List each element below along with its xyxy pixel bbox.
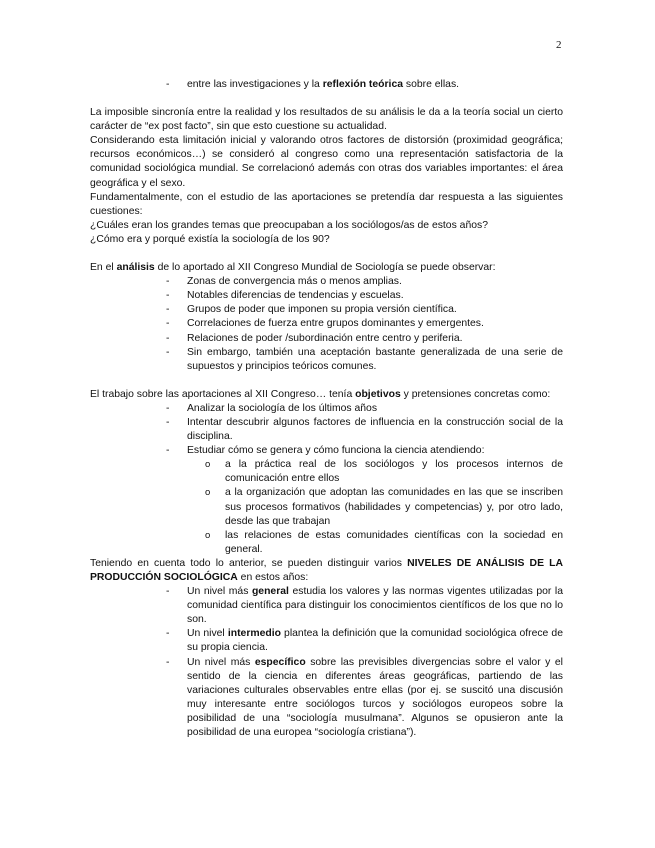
page-number: 2 [556, 39, 562, 51]
list-item: - Notables diferencias de tendencias y escuelas. [187, 289, 563, 303]
paragraph-purpose: Fundamentalmente, con el estudio de las aportaciones se pretendía dar respuesta a las siguientes cuestiones: [90, 191, 563, 217]
sub-list-item: o a la práctica real de los sociólogos y los procesos internos de comunicación entre ellos [225, 458, 563, 486]
analysis-intro: En el análisis de lo aportado al XII Congreso Mundial de Sociología se puede observar: [90, 262, 496, 274]
list-item-level-intermediate: - Un nivel intermedio plantea la definición que la comunidad sociológica ofrece de su propia ciencia. [187, 627, 563, 655]
levels-list [90, 585, 563, 740]
objectives-sublist [90, 458, 563, 557]
list-item: - Relaciones de poder /subordinación entre centro y periferia. [187, 332, 563, 346]
list-item: - Zonas de convergencia más o menos amplias. [187, 275, 563, 289]
list-item: - Grupos de poder que imponen su propia versión científica. [187, 303, 563, 317]
list-item: - Correlaciones de fuerza entre grupos dominantes y emergentes. [187, 317, 563, 331]
paragraph-synchrony: La imposible sincronía entre la realidad y los resultados de su análisis le da a la teoría social un cierto carácter de “ex post facto”, sin que esto cuestione su actualidad. [90, 107, 563, 133]
objectives-intro: El trabajo sobre las aportaciones al XII Congreso… tenía objetivos y pretensiones concretas como: [90, 388, 551, 400]
list-item: - Sin embargo, también una aceptación bastante generalizada de una serie de supuestos y principios teóricos comunes. [187, 346, 563, 374]
question-topics: ¿Cuáles eran los grandes temas que preocupaban a los sociólogos/as de estos años? [90, 219, 488, 231]
levels-intro: Teniendo en cuenta todo lo anterior, se pueden distinguir varios NIVELES DE ANÁLISIS DE LA PRODUCCIÓN SOCIOLÓGICA en estos años: [90, 557, 563, 583]
list-item: - Intentar descubrir algunos factores de influencia en la construcción social de la disciplina. [187, 416, 563, 444]
analysis-list [90, 275, 563, 374]
sub-list-item: o las relaciones de estas comunidades científicas con la sociedad en general. [225, 529, 563, 557]
top-list [90, 78, 563, 92]
objectives-list [90, 402, 563, 458]
sub-list-item: o a la organización que adoptan las comunidades en las que se inscriben sus procesos formativos (habilidades y competencias) y, por otro lado, desde las que trabajan [225, 486, 563, 528]
list-item: - entre las investigaciones y la reflexión teórica sobre ellas. [187, 78, 563, 92]
document-body [90, 78, 563, 740]
list-item-level-specific: - Un nivel más específico sobre las previsibles divergencias sobre el valor y el sentido de la ciencia en diferentes áreas geográficas, partiendo de las variaciones culturales observables entre ellas (por ej. se suscitó una discusión muy interesante entre sociólogos turcos y sociólogos europeos sobre la posibilidad de una “sociología musulmana”. Algunos se opusieron ante la posibilidad de una europea “sociología cristiana”). [187, 656, 563, 741]
question-sociology-90s: ¿Cómo era y porqué existía la sociología de los 90? [90, 233, 330, 245]
list-item: - Estudiar cómo se genera y cómo funciona la ciencia atendiendo: [187, 444, 563, 458]
list-item-level-general: - Un nivel más general estudia los valores y las normas vigentes utilizadas por la comunidad científica para distinguir los conocimientos científicos de los que no lo son. [187, 585, 563, 627]
paragraph-limitation: Considerando esta limitación inicial y valorando otros factores de distorsión (proximidad geográfica; recursos económicos…) se consideró al congreso como una representación satisfactoria de la comunidad sociológica mundial. Se correlacionó además con otras dos variables importantes: el área geográfica y el sexo. [90, 135, 563, 189]
list-item: - Analizar la sociología de los últimos años [187, 402, 563, 416]
